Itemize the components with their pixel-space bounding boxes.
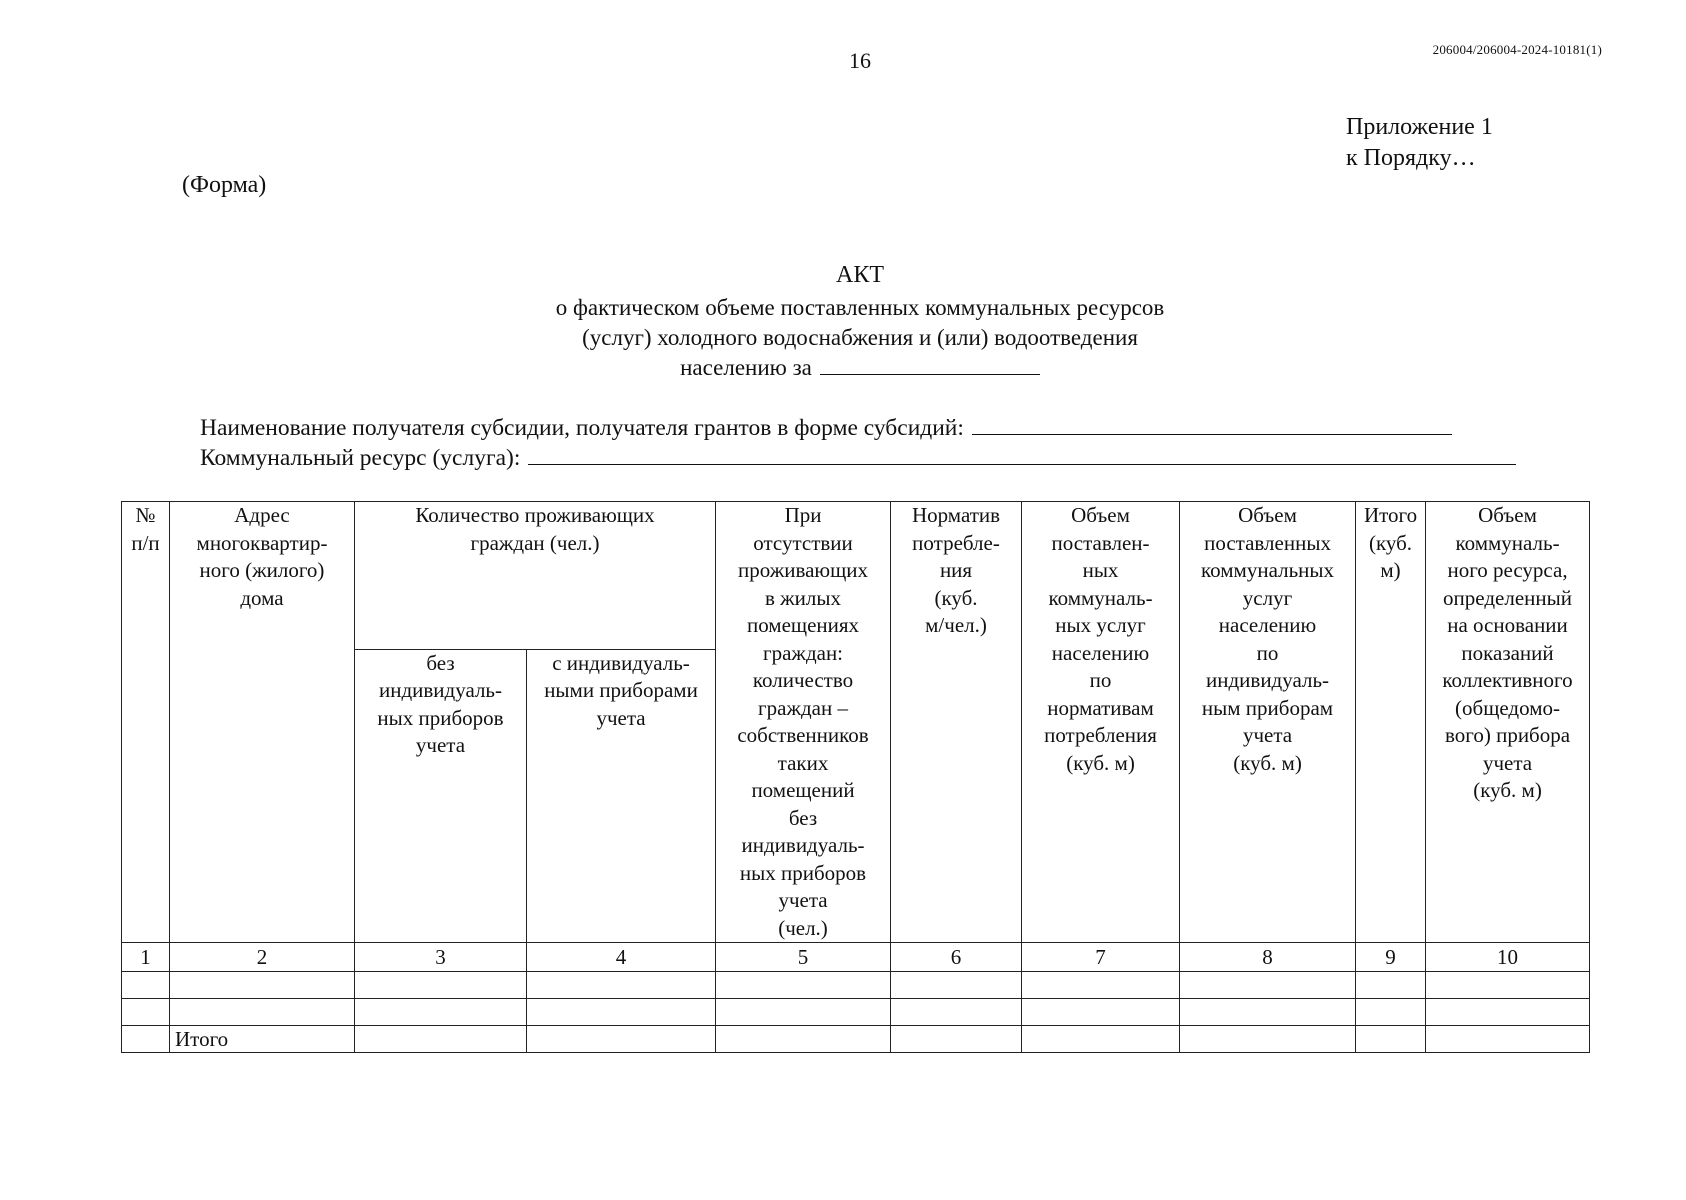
form-label: (Форма)	[182, 172, 267, 198]
column-number: 8	[1180, 943, 1356, 972]
table-cell[interactable]	[355, 1026, 527, 1053]
table-cell[interactable]	[122, 999, 170, 1026]
table-cell[interactable]	[170, 972, 355, 999]
act-table	[121, 501, 1590, 1053]
table-cell[interactable]	[891, 972, 1022, 999]
column-number: 7	[1022, 943, 1180, 972]
table-cell[interactable]	[527, 999, 716, 1026]
header-residents-group: Количество проживающих граждан (чел.)	[355, 502, 716, 650]
page-number: 16	[849, 48, 871, 73]
table-row	[122, 972, 1590, 999]
act-subtitle-line-2: (услуг) холодного водоснабжения и (или) водоотведения	[582, 325, 1138, 350]
recipient-field	[200, 414, 1452, 442]
table-cell[interactable]	[1426, 999, 1590, 1026]
total-label: Итого	[170, 1026, 355, 1053]
column-number: 5	[716, 943, 891, 972]
table-cell[interactable]	[1426, 1026, 1590, 1053]
appendix-note	[1346, 112, 1493, 174]
table-cell[interactable]	[355, 972, 527, 999]
column-number: 6	[891, 943, 1022, 972]
column-number: 3	[355, 943, 527, 972]
total-row	[122, 1026, 1590, 1053]
resource-label: Коммунальный ресурс (услуга):	[200, 445, 521, 471]
table-cell[interactable]	[716, 1026, 891, 1053]
column-number: 2	[170, 943, 355, 972]
header-with-meters: с индивидуаль- ными приборами учета	[527, 649, 716, 942]
table-cell[interactable]	[1356, 999, 1426, 1026]
table-cell[interactable]	[716, 972, 891, 999]
column-number: 10	[1426, 943, 1590, 972]
appendix-line-2: к Порядку…	[1346, 145, 1476, 171]
resource-field	[200, 444, 1516, 472]
act-title: АКТ	[836, 262, 884, 288]
period-blank-line[interactable]	[820, 356, 1040, 375]
column-number-row	[122, 943, 1590, 972]
table-cell[interactable]	[1180, 1026, 1356, 1053]
table-cell[interactable]	[170, 999, 355, 1026]
header-volume-by-meters: Объем поставленных коммунальных услуг населению по индивидуаль- ным приборам учета (куб. м)	[1180, 502, 1356, 943]
table-cell[interactable]	[1022, 972, 1180, 999]
header-consumption-norm: Норматив потребле- ния (куб. м/чел.)	[891, 502, 1022, 943]
period-label: населению за	[680, 355, 812, 380]
table-cell[interactable]	[1426, 972, 1590, 999]
act-subtitle-line-1: о фактическом объеме поставленных коммунальных ресурсов	[555, 295, 1165, 320]
table-cell[interactable]	[527, 1026, 716, 1053]
header-volume-by-norms: Объем поставлен- ных коммуналь- ных услуг населению по нормативам потребления (куб. м)	[1022, 502, 1180, 943]
column-number: 1	[122, 943, 170, 972]
act-subtitle-line-3	[350, 355, 1370, 381]
document-id: 206004/206004-2024-10181(1)	[1432, 42, 1602, 57]
table-row	[122, 999, 1590, 1026]
recipient-label: Наименование получателя субсидии, получателя грантов в форме субсидий:	[200, 415, 964, 441]
appendix-line-1: Приложение 1	[1346, 114, 1493, 140]
table-cell[interactable]	[1180, 972, 1356, 999]
header-row-number: № п/п	[122, 502, 170, 943]
table-cell[interactable]	[527, 972, 716, 999]
table-cell[interactable]	[716, 999, 891, 1026]
header-owners-count: При отсутствии проживающих в жилых помещениях граждан: количество граждан – собственников таких помещений без индивидуаль- ных приборов учета (чел.)	[716, 502, 891, 943]
table-cell[interactable]	[1022, 1026, 1180, 1053]
table-cell[interactable]	[122, 1026, 170, 1053]
recipient-blank-line[interactable]	[972, 414, 1452, 435]
table-cell[interactable]	[891, 999, 1022, 1026]
column-number: 9	[1356, 943, 1426, 972]
table-cell[interactable]	[891, 1026, 1022, 1053]
header-address: Адрес многоквартир- ного (жилого) дома	[170, 502, 355, 943]
table-cell[interactable]	[355, 999, 527, 1026]
column-number: 4	[527, 943, 716, 972]
header-without-meters: без индивидуаль- ных приборов учета	[355, 649, 527, 942]
resource-blank-line[interactable]	[528, 444, 1516, 465]
table-cell[interactable]	[1180, 999, 1356, 1026]
header-collective-meter-volume: Объем коммуналь- ного ресурса, определенный на основании показаний коллективного (общедомо- вого) прибора учета (куб. м)	[1426, 502, 1590, 943]
table-cell[interactable]	[1356, 972, 1426, 999]
table-cell[interactable]	[122, 972, 170, 999]
table-cell[interactable]	[1356, 1026, 1426, 1053]
header-total: Итого (куб. м)	[1356, 502, 1426, 943]
table-cell[interactable]	[1022, 999, 1180, 1026]
